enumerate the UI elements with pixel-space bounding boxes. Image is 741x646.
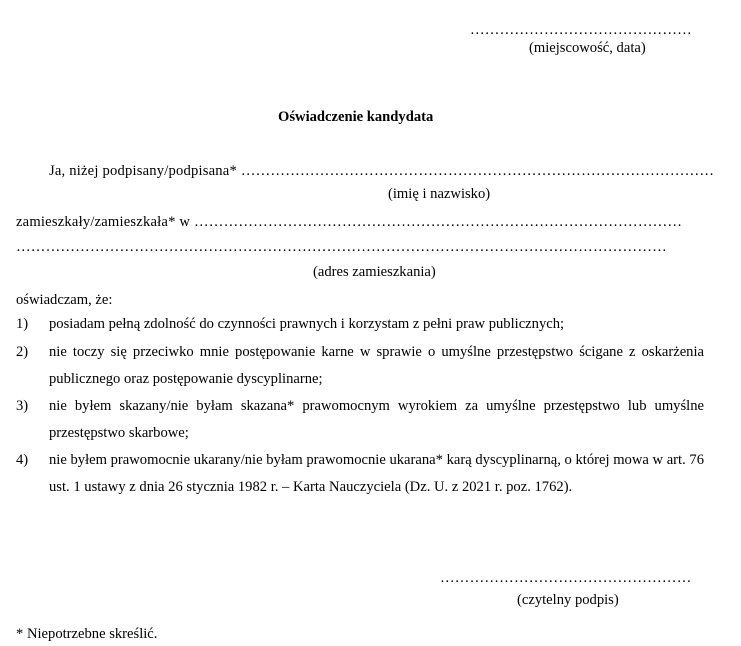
name-caption: (imię i nazwisko) (388, 186, 491, 202)
residence-line: zamieszkały/zamieszkała* w ……………………………………………………………………………………… (16, 214, 683, 230)
item-text: nie byłem skazany/nie byłam skazana* prawomocnym wyrokiem za umyślne przestępstwo lub umyślne przestępstwo skarbowe; (49, 398, 704, 441)
item-number: 4) (16, 452, 29, 468)
item-text: nie byłem prawomocnie ukarany/nie byłam prawomocnie ukarana* karą dyscyplinarną, o której mowa w art. 76 ust. 1 ustawy z dnia 26 stycznia 1982 r. – Karta Nauczyciela (Dz. U. z 2021 r. poz. 1762). (49, 452, 704, 495)
item-number: 2) (16, 344, 29, 360)
footnote: * Niepotrzebne skreślić. (16, 626, 158, 642)
address-caption: (adres zamieszkania) (313, 264, 436, 280)
document-title: Oświadczenie kandydata (278, 109, 434, 125)
address-line: …………………………………………………………………………………………………………………… (16, 239, 667, 255)
declare-text: oświadczam, że: (16, 292, 113, 308)
item-number: 1) (16, 316, 29, 332)
item-text: nie toczy się przeciwko mnie postępowanie karne w sprawie o umyślne przestępstwo ścigane z oskarżenia publicznego oraz postępowanie dyscyplinarne; (49, 344, 704, 387)
item-text: posiadam pełną zdolność do czynności prawnych i korzystam z pełni praw publicznych; (49, 316, 565, 332)
declarant-name-line: Ja, niżej podpisany/podpisana* …………………………………………………………………………………… (49, 163, 715, 179)
signature-caption: (czytelny podpis) (517, 592, 619, 608)
place-date-caption: (miejscowość, data) (529, 40, 646, 56)
item-number: 3) (16, 398, 29, 414)
signature-line: …………………………………………… (440, 570, 692, 586)
place-date-line: ……………………………………… (470, 22, 692, 38)
